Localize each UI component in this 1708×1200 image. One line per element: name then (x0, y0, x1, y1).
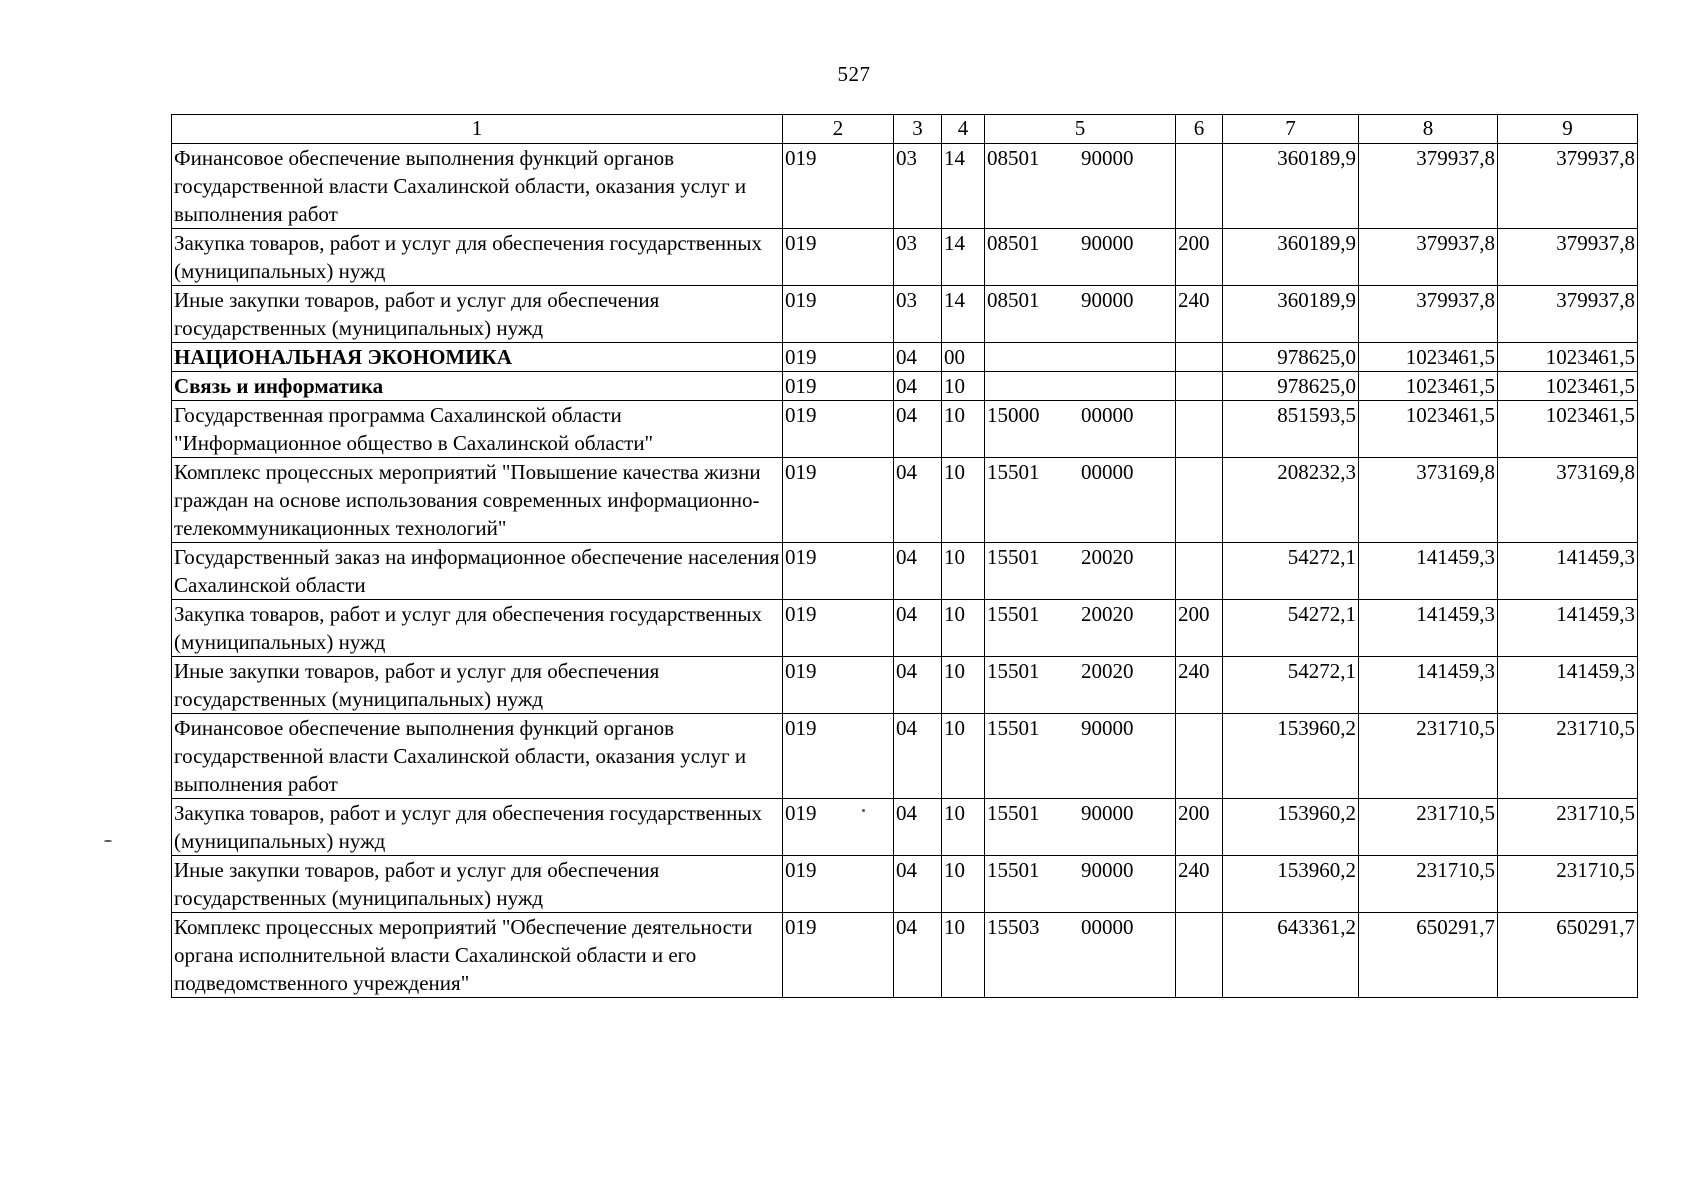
cell-col5 (985, 372, 1176, 401)
cell-col3: 03 (894, 229, 942, 286)
program-code: 15501 (987, 602, 1040, 626)
program-code: 15501 (987, 460, 1040, 484)
cell-col5 (985, 913, 1176, 998)
amount-col7: 978625,0 (1223, 372, 1359, 401)
amount-col7: 851593,5 (1223, 401, 1359, 458)
cell-col3: 04 (894, 343, 942, 372)
cell-col3: 03 (894, 286, 942, 343)
amount-col8: 141459,3 (1359, 543, 1498, 600)
program-code: 08501 (987, 288, 1040, 312)
cell-col5 (985, 543, 1176, 600)
row-name: Комплекс процессных мероприятий "Обеспечение деятельности органа исполнительной власти Сахалинской области и его подведомственного учреждения" (172, 913, 783, 998)
row-name: НАЦИОНАЛЬНАЯ ЭКОНОМИКА (172, 343, 783, 372)
cell-col2: 019 (783, 372, 894, 401)
cell-col6: 240 (1176, 286, 1223, 343)
cell-col2: 019 (783, 458, 894, 543)
row-name: Закупка товаров, работ и услуг для обеспечения государственных (муниципальных) нужд (172, 799, 783, 856)
row-name: Государственная программа Сахалинской области "Информационное общество в Сахалинской области" (172, 401, 783, 458)
cell-col5 (985, 458, 1176, 543)
cell-col5 (985, 401, 1176, 458)
cell-col5 (985, 144, 1176, 229)
header-row (172, 115, 1638, 144)
amount-col9: 1023461,5 (1498, 401, 1638, 458)
cell-col3: 04 (894, 856, 942, 913)
cell-col4: 14 (942, 286, 985, 343)
cell-col2: 019 (783, 714, 894, 799)
cell-col2: 019 (783, 144, 894, 229)
cell-col2: 019 (783, 343, 894, 372)
amount-col9: 141459,3 (1498, 543, 1638, 600)
amount-col8: 231710,5 (1359, 856, 1498, 913)
cell-col5 (985, 799, 1176, 856)
amount-col7: 153960,2 (1223, 714, 1359, 799)
cell-col2: 019 (783, 286, 894, 343)
program-code: 15501 (987, 858, 1040, 882)
table-body (172, 144, 1638, 998)
cell-col6: 200 (1176, 229, 1223, 286)
table-row (172, 286, 1638, 343)
amount-col9: 141459,3 (1498, 600, 1638, 657)
amount-col8: 373169,8 (1359, 458, 1498, 543)
row-name: Иные закупки товаров, работ и услуг для обеспечения государственных (муниципальных) нужд (172, 286, 783, 343)
row-name: Связь и информатика (172, 372, 783, 401)
cell-col2: 019 (783, 543, 894, 600)
program-code: 15501 (987, 659, 1040, 683)
program-code: 15501 (987, 801, 1040, 825)
amount-col9: 379937,8 (1498, 144, 1638, 229)
row-name: Закупка товаров, работ и услуг для обеспечения государственных (муниципальных) нужд (172, 600, 783, 657)
cell-col6: 200 (1176, 600, 1223, 657)
table-row (172, 856, 1638, 913)
cell-col2: 019 (783, 600, 894, 657)
program-code: 15503 (987, 915, 1040, 939)
amount-col9: 379937,8 (1498, 229, 1638, 286)
table-row (172, 229, 1638, 286)
table-row (172, 600, 1638, 657)
direction-code: 90000 (1081, 858, 1134, 882)
program-code: 15501 (987, 545, 1040, 569)
page-number: 527 (837, 62, 871, 86)
amount-col8: 1023461,5 (1359, 372, 1498, 401)
row-name: Закупка товаров, работ и услуг для обеспечения государственных (муниципальных) нужд (172, 229, 783, 286)
row-name: Иные закупки товаров, работ и услуг для обеспечения государственных (муниципальных) нужд (172, 657, 783, 714)
amount-col7: 360189,9 (1223, 144, 1359, 229)
amount-col7: 208232,3 (1223, 458, 1359, 543)
row-name: Финансовое обеспечение выполнения функций органов государственной власти Сахалинской области, оказания услуг и выполнения работ (172, 714, 783, 799)
program-code: 15000 (987, 403, 1040, 427)
cell-col4: 14 (942, 144, 985, 229)
cell-col4: 14 (942, 229, 985, 286)
cell-col5 (985, 229, 1176, 286)
cell-col4: 10 (942, 600, 985, 657)
cell-col6 (1176, 458, 1223, 543)
amount-col9: 1023461,5 (1498, 343, 1638, 372)
amount-col7: 54272,1 (1223, 600, 1359, 657)
column-header: 5 (985, 115, 1176, 144)
column-header: 8 (1359, 115, 1498, 144)
table-row (172, 458, 1638, 543)
cell-col3: 04 (894, 372, 942, 401)
cell-col4: 10 (942, 458, 985, 543)
row-name: Государственный заказ на информационное обеспечение населения Сахалинской области (172, 543, 783, 600)
cell-col2: 019 (783, 401, 894, 458)
cell-col3: 04 (894, 913, 942, 998)
amount-col9: 650291,7 (1498, 913, 1638, 998)
cell-col6 (1176, 913, 1223, 998)
direction-code: 00000 (1081, 460, 1134, 484)
column-header: 1 (172, 115, 783, 144)
cell-col3: 04 (894, 600, 942, 657)
amount-col7: 643361,2 (1223, 913, 1359, 998)
amount-col9: 231710,5 (1498, 799, 1638, 856)
amount-col9: 141459,3 (1498, 657, 1638, 714)
column-header: 7 (1223, 115, 1359, 144)
amount-col7: 360189,9 (1223, 286, 1359, 343)
cell-col2: 019 (783, 913, 894, 998)
table-row (172, 657, 1638, 714)
amount-col8: 141459,3 (1359, 600, 1498, 657)
row-name: Комплекс процессных мероприятий "Повышение качества жизни граждан на основе использования современных информационно-телекоммуникационных технологий" (172, 458, 783, 543)
cell-col3: 04 (894, 458, 942, 543)
amount-col9: 231710,5 (1498, 856, 1638, 913)
cell-col3: 03 (894, 144, 942, 229)
row-name: Иные закупки товаров, работ и услуг для обеспечения государственных (муниципальных) нужд (172, 856, 783, 913)
amount-col8: 141459,3 (1359, 657, 1498, 714)
amount-col8: 231710,5 (1359, 714, 1498, 799)
amount-col9: 379937,8 (1498, 286, 1638, 343)
cell-col4: 10 (942, 543, 985, 600)
cell-col2: 019 (783, 657, 894, 714)
cell-col5 (985, 714, 1176, 799)
program-code: 15501 (987, 716, 1040, 740)
table-row (172, 913, 1638, 998)
cell-col2: 019 (783, 229, 894, 286)
direction-code: 20020 (1081, 602, 1134, 626)
table-row (172, 714, 1638, 799)
cell-col2: 019 (783, 799, 894, 856)
amount-col9: 1023461,5 (1498, 372, 1638, 401)
cell-col3: 04 (894, 543, 942, 600)
row-name: Финансовое обеспечение выполнения функций органов государственной власти Сахалинской области, оказания услуг и выполнения работ (172, 144, 783, 229)
direction-code: 20020 (1081, 545, 1134, 569)
amount-col7: 360189,9 (1223, 229, 1359, 286)
amount-col8: 231710,5 (1359, 799, 1498, 856)
cell-col6: 240 (1176, 657, 1223, 714)
table-row (172, 343, 1638, 372)
column-header: 6 (1176, 115, 1223, 144)
amount-col7: 54272,1 (1223, 543, 1359, 600)
scan-speck (862, 809, 865, 812)
cell-col6 (1176, 714, 1223, 799)
direction-code: 90000 (1081, 146, 1134, 170)
table-row (172, 799, 1638, 856)
column-header: 4 (942, 115, 985, 144)
amount-col7: 54272,1 (1223, 657, 1359, 714)
budget-table (171, 114, 1638, 998)
column-header: 3 (894, 115, 942, 144)
amount-col8: 650291,7 (1359, 913, 1498, 998)
amount-col8: 379937,8 (1359, 229, 1498, 286)
direction-code: 00000 (1081, 403, 1134, 427)
cell-col5 (985, 600, 1176, 657)
direction-code: 20020 (1081, 659, 1134, 683)
amount-col8: 379937,8 (1359, 286, 1498, 343)
cell-col3: 04 (894, 657, 942, 714)
table-row (172, 144, 1638, 229)
cell-col6 (1176, 372, 1223, 401)
amount-col8: 379937,8 (1359, 144, 1498, 229)
amount-col7: 153960,2 (1223, 856, 1359, 913)
table-row (172, 372, 1638, 401)
program-code: 08501 (987, 231, 1040, 255)
direction-code: 90000 (1081, 716, 1134, 740)
table-row (172, 543, 1638, 600)
amount-col9: 373169,8 (1498, 458, 1638, 543)
direction-code: 00000 (1081, 915, 1134, 939)
amount-col7: 978625,0 (1223, 343, 1359, 372)
cell-col4: 10 (942, 372, 985, 401)
direction-code: 90000 (1081, 801, 1134, 825)
cell-col3: 04 (894, 799, 942, 856)
cell-col5 (985, 657, 1176, 714)
cell-col4: 10 (942, 657, 985, 714)
cell-col3: 04 (894, 714, 942, 799)
cell-col2: 019 (783, 856, 894, 913)
cell-col4: 10 (942, 799, 985, 856)
cell-col4: 10 (942, 401, 985, 458)
cell-col6 (1176, 144, 1223, 229)
column-header: 9 (1498, 115, 1638, 144)
cell-col6 (1176, 343, 1223, 372)
amount-col9: 231710,5 (1498, 714, 1638, 799)
cell-col4: 10 (942, 913, 985, 998)
amount-col7: 153960,2 (1223, 799, 1359, 856)
direction-code: 90000 (1081, 288, 1134, 312)
cell-col5 (985, 856, 1176, 913)
cell-col6 (1176, 543, 1223, 600)
amount-col8: 1023461,5 (1359, 343, 1498, 372)
cell-col5 (985, 343, 1176, 372)
column-header: 2 (783, 115, 894, 144)
cell-col4: 00 (942, 343, 985, 372)
cell-col4: 10 (942, 714, 985, 799)
cell-col5 (985, 286, 1176, 343)
cell-col3: 04 (894, 401, 942, 458)
amount-col8: 1023461,5 (1359, 401, 1498, 458)
program-code: 08501 (987, 146, 1040, 170)
cell-col6: 240 (1176, 856, 1223, 913)
cell-col6 (1176, 401, 1223, 458)
direction-code: 90000 (1081, 231, 1134, 255)
cell-col4: 10 (942, 856, 985, 913)
cell-col6: 200 (1176, 799, 1223, 856)
scan-speck (104, 840, 112, 842)
table-row (172, 401, 1638, 458)
